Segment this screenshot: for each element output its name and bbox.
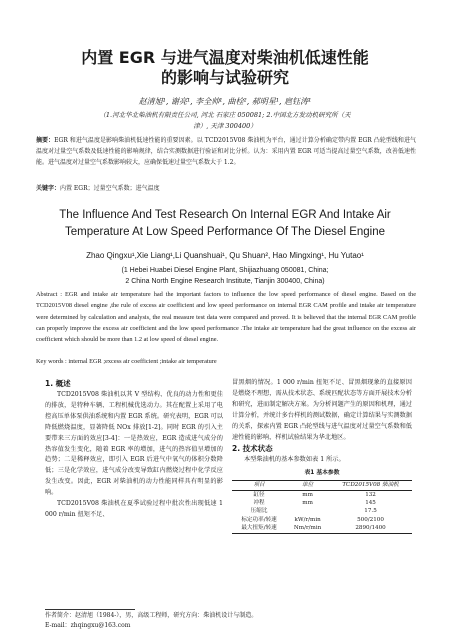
chinese-affiliation-line1: （1.河北华北柴油机有限责任公司, 河北 石家庄 050081; 2.中国北方发动机研究所（天: [99, 111, 351, 119]
table-cell: 145: [365, 500, 376, 507]
table-row: [232, 490, 412, 499]
author-footnote: [45, 611, 415, 631]
table-cell: 2890/1400: [329, 524, 412, 533]
table-row: [232, 516, 412, 524]
english-abstract: [36, 289, 416, 345]
table-cell: mm: [302, 491, 313, 498]
section-1-paragraph-2: TCD2015V08 柴油机在夏季试验过程中批次性出现低速 1 000 r/min 扭矩不足、: [45, 500, 223, 518]
english-abstract-label: Abstract :: [36, 291, 63, 298]
table-cell: Nm/r/min: [286, 524, 329, 533]
chinese-affiliation-line2: 津）, 天津 300400）: [193, 122, 257, 130]
table-header-cell: 单位: [286, 481, 329, 490]
table-header-cell: TCD2015V08 柴油机: [329, 481, 412, 490]
chinese-title-line1: 内置 EGR 与进气温度对柴油机低速性能: [81, 48, 369, 67]
table-cell: mm: [302, 500, 313, 507]
chinese-title: [0, 48, 450, 88]
english-affiliation-line1: (1 Hebei Huabei Diesel Engine Plant, Shijiazhuang 050081, China;: [121, 267, 329, 274]
body-left-column: [45, 378, 223, 521]
table-row: [232, 499, 412, 507]
section-2-heading: 2. 技术状态: [232, 444, 273, 454]
chinese-keywords-text: 内置 EGR；过量空气系数；进气温度: [60, 185, 160, 192]
table-1-title: 表1 基本参数: [304, 470, 340, 477]
chinese-abstract-text: EGR 和进气温度是影响柴油机低速性能的重要因素。以 TCD2015V08 柴油机为平台，通过计算分析确定带内置 EGR 凸轮型线和进气温度对过量空气系数及低速性能的影响规律，结合实测数据进行验证和对比分析。认为：采用内置 EGR 可适当提高过量空气系数，改善低速性能。进气温度对过量空气系数影响较大，应确保低速过量空气系数大于 1.2。: [36, 137, 416, 166]
english-title: [20, 207, 430, 241]
table-cell: 标定功率/转速: [241, 516, 277, 523]
table-cell: 17.5: [364, 508, 377, 515]
english-affiliation: [0, 265, 450, 287]
body-right-column: [232, 378, 412, 534]
footnote-author-bio: 作者简介：赵清旭（1984-），男，高级工程师，研究方向：柴油机设计与制造。: [45, 612, 258, 619]
english-affiliation-line2: 2 China North Engine Research Institute, Tianjin 300400, China): [125, 278, 325, 285]
chinese-affiliation: [40, 110, 410, 132]
table-cell: kW/r/min: [294, 516, 321, 523]
table-cell: 压缩比: [250, 508, 268, 515]
english-authors: Zhao Qingxu¹,Xie Liang¹,Li Quanshuai¹, Qu Shuan², Hao Mingxing¹, Hu Yutao¹: [86, 251, 364, 260]
section-2-paragraph: 本型柴油机的基本参数如表 1 所示。: [244, 456, 345, 464]
basic-parameters-table: [232, 480, 412, 533]
table-cell: 缸径: [253, 491, 265, 498]
chinese-keywords-label: 关键字：: [36, 185, 61, 192]
table-cell: [286, 507, 329, 515]
english-abstract-text: EGR and intake air temperature had the important factors to influence the low speed performance of diesel engine. Based on the TCD2015V08 diesel engine ,the rule of excess air coefficient and low speed performance on internal EGR CAM profile and intake air temperature were determined by calculation and analysis, the real measure test data were compared and proved. It is believed that the internal EGR CAM profile can properly improve the excess air coefficient and the low speed performance .The intake air temperature had the great influence on the excess air coefficient which should be more than 1.2 at low speed of diesel engine.: [36, 291, 417, 344]
english-title-line1: The Influence And Test Research On Internal EGR And Intake Air: [59, 209, 391, 221]
section-1-paragraph-1: TCD2015V08 柴油机以其 V 型结构、优良的动力性和更佳的排放，是特种车辆、工程机械优选动力。其在配置上采用了电控高压单体泵供油系统和内置 EGR 系统。研究表明，EGR 可以降低燃烧温度，显著降低 NOx 排放[1-2]。同时 EGR 的引入主要带来三方面的效应[3-4]：一是热效应，EGR 造成进气成分的热容值发生变化，随着 EGR 率的增加，进气的热容值呈增加的趋势；二是稀释效应，即引入 EGR 后进气中氧气的体积分数降低；三是化学效应，进气成分改变导致缸内燃烧过程中化学反应发生改变。因此，EGR 对柴油机的动力性能同样具有明显的影响。: [45, 391, 223, 497]
chinese-title-line2: 的影响与试验研究: [160, 68, 289, 87]
table-header-cell: 项目: [232, 481, 286, 490]
chinese-abstract: [36, 135, 416, 168]
footnote-email: E-mail：zhqingxu@163.com: [45, 622, 131, 629]
table-cell: 最大扭矩/转速: [232, 524, 286, 533]
chinese-authors: 赵清旭¹, 谢亮¹, 李全帅¹, 曲栓², 郝明星¹, 扈钰涛¹: [138, 97, 312, 106]
english-keywords-label: Key words :: [36, 358, 67, 365]
table-header-row: [232, 481, 412, 490]
table-cell: 冲程: [253, 500, 265, 507]
table-cell: 500/2100: [357, 516, 384, 523]
chinese-keywords: [36, 184, 416, 194]
table-row: [232, 507, 412, 515]
english-keywords-text: internal EGR ;excess air coefficient ;intake air temperature: [68, 358, 217, 365]
table-cell: 132: [365, 491, 376, 498]
footnote-divider: [45, 609, 135, 610]
chinese-abstract-label: 摘要：: [36, 137, 55, 144]
section-1-heading: 1. 概述: [45, 379, 71, 388]
table-row: [232, 524, 412, 533]
english-title-line2: Temperature At Low Speed Performance Of The Diesel Engine: [64, 226, 386, 238]
english-keywords: [36, 357, 416, 367]
section-1-paragraph-continued: 冒黑烟的情况。1 000 r/min 扭矩不足、冒黑烟现象的直接原因是燃烧不理想，需从技术状态、系统匹配状态等方面开展技术分析和研究，进而制定解决方案。为分析问题产生的原因和机理，通过计算分析，并统计多台样机的测试数据，确定计算结果与实测数据的关系，探索内置 EGR 凸轮型线与进气温度对过量空气系数和低速性能的影响，样机试验结果为华北地区。: [232, 379, 412, 441]
